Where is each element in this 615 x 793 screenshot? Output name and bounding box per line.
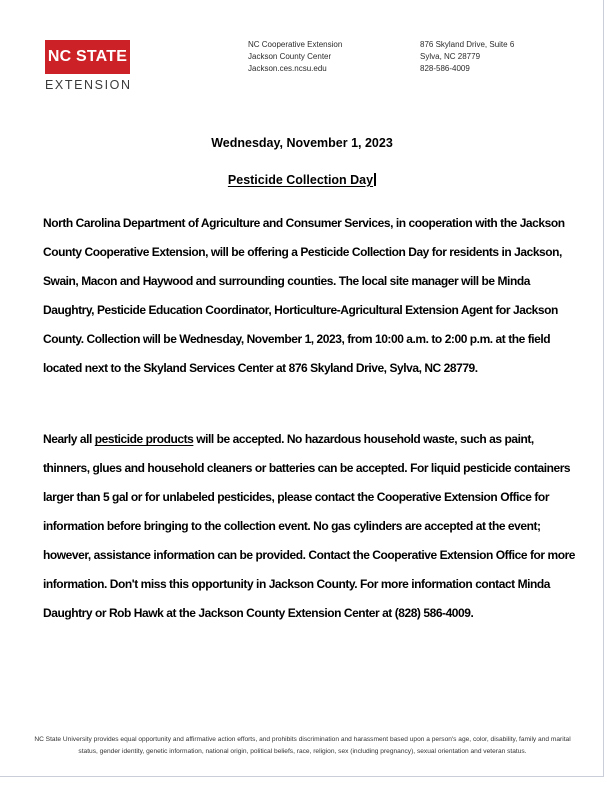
extension-logo-text: EXTENSION — [45, 78, 132, 92]
text-cursor-caret — [374, 173, 376, 186]
ncstate-logo-box — [45, 40, 130, 74]
paragraph2-underlined-phrase: pesticide products — [94, 432, 194, 446]
ncstate-extension-logo — [45, 40, 135, 92]
document-title[interactable]: Pesticide Collection Day — [227, 173, 374, 187]
paragraph-acceptance-details[interactable] — [43, 425, 583, 628]
address-phone: 828-586-4009 — [420, 64, 470, 73]
date-heading[interactable]: Wednesday, November 1, 2023 — [211, 136, 393, 150]
paragraph-event-announcement[interactable]: North Carolina Department of Agriculture and Consumer Services, in cooperation with the Jackson County Cooperative Extension, will be offering a Pesticide Collection Day for residents in Jackson, Swain, Macon and Haywood and surrounding counties. The local site manager will be Minda Daughtry, Pesticide Education Coordinator, Horticulture-Agricultural Extension Agent for Jackson County. Collection will be Wednesday, November 1, 2023, from 10:00 a.m. to 2:00 p.m. at the field located next to the Skyland Services Center at 876 Skyland Drive, Sylva, NC 28779. — [43, 216, 565, 375]
ncstate-logo-text: NC STATE — [47, 48, 128, 65]
paragraph2-text-before: Nearly all — [43, 432, 95, 446]
equal-opportunity-disclaimer: NC State University provides equal opportunity and affirmative action efforts, and prohibits discrimination and harassment based upon a person's age, color, disability, family and marital status, gender identity, genetic information, national origin, political beliefs, race, religion, sex (including pregnancy), sexual orientation and veteran status. — [34, 736, 571, 755]
office-website: Jackson.ces.ncsu.edu — [248, 64, 327, 73]
letterhead-office-block — [248, 39, 342, 75]
office-center: Jackson County Center — [248, 52, 332, 61]
paragraph2-text-after: will be accepted. No hazardous household waste, such as paint, thinners, glues and household cleaners or batteries can be accepted. For liquid pesticide containers larger than 5 gal or for unlabeled pesticides, please contact the Cooperative Extension Office for information before bringing to the collection event. No gas cylinders are accepted at the event; however, assistance information can be provided. Contact the Cooperative Extension Office for more information. Don't miss this opportunity in Jackson County. For more information contact Minda Daughtry or Rob Hawk at the Jackson County Extension Center at (828) 586-4009. — [43, 432, 576, 620]
office-name: NC Cooperative Extension — [248, 40, 343, 49]
document-title-row[interactable] — [0, 173, 604, 187]
letterhead-address-block — [420, 39, 514, 75]
address-city: Sylva, NC 28779 — [420, 52, 481, 61]
address-street: 876 Skyland Drive, Suite 6 — [420, 40, 515, 49]
